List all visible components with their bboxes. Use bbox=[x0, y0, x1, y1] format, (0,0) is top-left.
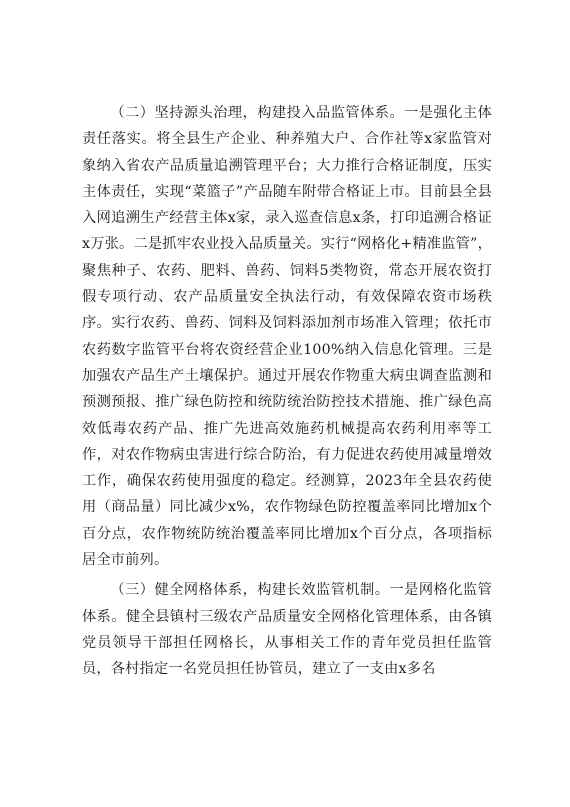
document-body bbox=[82, 100, 492, 683]
paragraph-grid-system: （三）健全网格体系，构建长效监管机制。一是网格化监管体系。健全县镇村三级农产品质量安全网格化管理体系，由各镇党员领导干部担任网格长，从事相关工作的青年党员担任监管员，各村指定一名党员担任协管员，建立了一支由x多名 bbox=[82, 582, 492, 678]
paragraph-source-governance: （二）坚持源头治理，构建投入品监管体系。一是强化主体责任落实。将全县生产企业、种养殖大户、合作社等x家监管对象纳入省农产品质量追溯管理平台；大力推行合格证制度，压实主体责任，实现“菜篮子”产品随车附带合格证上市。目前县全县入网追溯生产经营主体x家，录入巡查信息x条，打印追溯合格证x万张。二是抓牢农业投入品质量关。实行“网格化+精准监管”，聚焦种子、农药、肥料、兽药、饲料5类物资，常态开展农资打假专项行动、农产品质量安全执法行动，有效保障农资市场秩序。实行农药、兽药、饲料及饲料添加剂市场准入管理；依托市农药数字监管平台将农资经营企业100%纳入信息化管理。三是加强农产品生产土壤保护。通过开展农作物重大病虫调查监测和预测预报、推广绿色防控和统防统治防控技术措施、推广绿色高效低毒农药产品、推广先进高效施药机械提高农药利用率等工作，对农作物病虫害进行综合防治，有力促进农药使用减量增效工作，确保农药使用强度的稳定。经测算，2023年全县农药使用（商品量）同比减少x%，农作物绿色防控覆盖率同比增加x个百分点，农作物统防统治覆盖率同比增加x个百分点，各项指标居全市前列。 bbox=[82, 105, 492, 569]
